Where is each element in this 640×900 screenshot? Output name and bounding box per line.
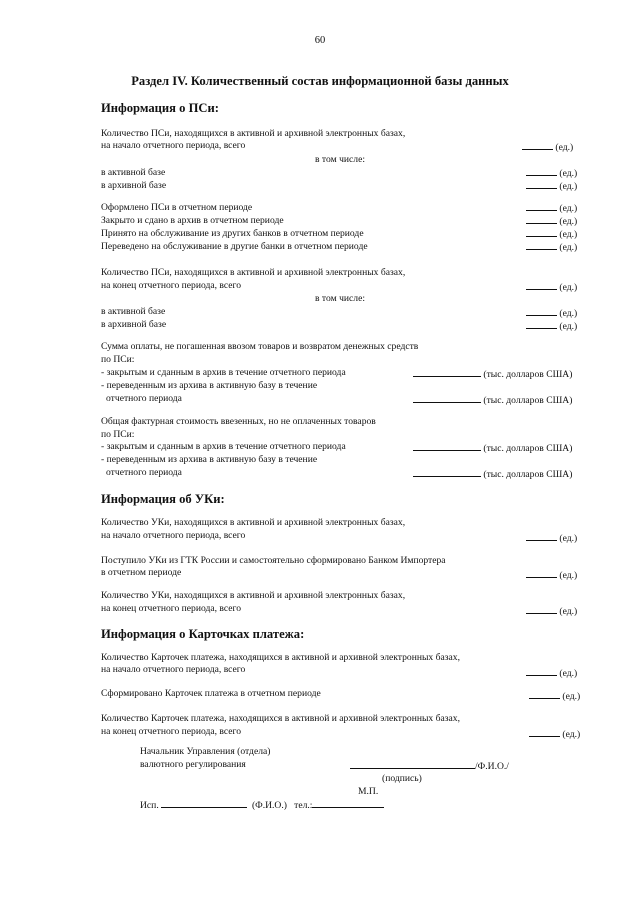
psi-closed: Закрыто и сдано в архив в отчетном периоде: [101, 215, 284, 226]
psi-payment-line4: - переведенным из архива в активную базу в течение: [101, 380, 318, 391]
psi-start-field: (ед.): [522, 140, 573, 154]
psi-active-1: в активной базе: [101, 167, 166, 178]
head-title-line1: Начальник Управления (отдела): [140, 746, 271, 757]
psi-including-1: в том числе:: [315, 154, 366, 165]
uki-start-field: (ед.): [526, 531, 577, 545]
section-title: Раздел IV. Количественный состав информационной базы данных: [131, 74, 509, 88]
psi-active-2-field: (ед.): [526, 306, 577, 320]
cards-end-field: (ед.): [529, 727, 580, 741]
psi-transferred-field: (ед.): [526, 240, 577, 254]
psi-archive-2: в архивной базе: [101, 319, 167, 330]
psi-archive-1-field: (ед.): [526, 179, 577, 193]
psi-payment-line3: - закрытым и сданным в архив в течение отчетного периода: [101, 367, 346, 378]
head-title-line2: валютного регулирования: [140, 759, 246, 770]
uki-start-line2: на начало отчетного периода, всего: [101, 530, 246, 541]
psi-closed-field: (ед.): [526, 214, 577, 228]
psi-archive-2-field: (ед.): [526, 319, 577, 333]
uki-end-field: (ед.): [526, 604, 577, 618]
uki-received-line2: в отчетном периоде: [101, 567, 182, 578]
head-signature-field: /Ф.И.О./: [350, 759, 509, 773]
psi-active-2: в активной базе: [101, 306, 166, 317]
cards-formed: Сформировано Карточек платежа в отчетном периоде: [101, 688, 321, 699]
psi-including-2: в том числе:: [315, 293, 366, 304]
uki-heading: Информация об УКи:: [101, 492, 225, 506]
psi-invoice-closed-field: (тыс. долларов США): [413, 441, 572, 455]
seal-mark: М.П.: [358, 786, 379, 797]
cards-start-line1: Количество Карточек платежа, находящихся в активной и архивной электронных базах,: [101, 652, 460, 663]
psi-active-1-field: (ед.): [526, 166, 577, 180]
psi-issued: Оформлено ПСи в отчетном периоде: [101, 202, 253, 213]
uki-end-line1: Количество УКи, находящихся в активной и архивной электронных базах,: [101, 590, 406, 601]
cards-formed-field: (ед.): [529, 689, 580, 703]
psi-invoice-line2: по ПСи:: [101, 429, 135, 440]
psi-transferred: Переведено на обслуживание в другие банки в отчетном периоде: [101, 241, 368, 252]
cards-heading: Информация о Карточках платежа:: [101, 627, 305, 641]
psi-payment-closed-field: (тыс. долларов США): [413, 367, 572, 381]
uki-start-line1: Количество УКи, находящихся в активной и архивной электронных базах,: [101, 517, 406, 528]
psi-start-line2: на начало отчетного периода, всего: [101, 140, 246, 151]
psi-archive-1: в архивной базе: [101, 180, 167, 191]
psi-start-line1: Количество ПСи, находящихся в активной и архивной электронных базах,: [101, 128, 406, 139]
cards-end-line2: на конец отчетного периода, всего: [101, 726, 242, 737]
psi-heading: Информация о ПСи:: [101, 101, 219, 115]
uki-received-line1: Поступило УКи из ГТК России и самостоятельно сформировано Банком Импортера: [101, 555, 446, 566]
psi-payment-line1: Сумма оплаты, не погашенная ввозом товаров и возвратом денежных средств: [101, 341, 419, 352]
psi-issued-field: (ед.): [526, 201, 577, 215]
psi-invoice-line5: отчетного периода: [106, 467, 182, 478]
psi-accepted-field: (ед.): [526, 227, 577, 241]
psi-invoice-line3: - закрытым и сданным в архив в течение отчетного периода: [101, 441, 346, 452]
psi-payment-line2: по ПСи:: [101, 354, 135, 365]
psi-accepted: Принято на обслуживание из других банков в отчетном периоде: [101, 228, 364, 239]
uki-end-line2: на конец отчетного периода, всего: [101, 603, 242, 614]
signature-caption: (подпись): [382, 773, 422, 784]
cards-end-line1: Количество Карточек платежа, находящихся в активной и архивной электронных базах,: [101, 713, 460, 724]
uki-received-field: (ед.): [526, 568, 577, 582]
executor-line: Исп. (Ф.И.О.) тел.:: [140, 798, 384, 812]
cards-start-field: (ед.): [526, 666, 577, 680]
psi-invoice-restored-field: (тыс. долларов США): [413, 467, 572, 481]
psi-invoice-line4: - переведенным из архива в активную базу в течение: [101, 454, 318, 465]
psi-end-line1: Количество ПСи, находящихся в активной и архивной электронных базах,: [101, 267, 406, 278]
page-number: 60: [314, 35, 326, 46]
psi-payment-restored-field: (тыс. долларов США): [413, 393, 572, 407]
cards-start-line2: на начало отчетного периода, всего: [101, 664, 246, 675]
psi-end-line2: на конец отчетного периода, всего: [101, 280, 242, 291]
psi-end-field: (ед.): [526, 280, 577, 294]
psi-invoice-line1: Общая фактурная стоимость ввезенных, но не оплаченных товаров: [101, 416, 376, 427]
psi-payment-line5: отчетного периода: [106, 393, 182, 404]
